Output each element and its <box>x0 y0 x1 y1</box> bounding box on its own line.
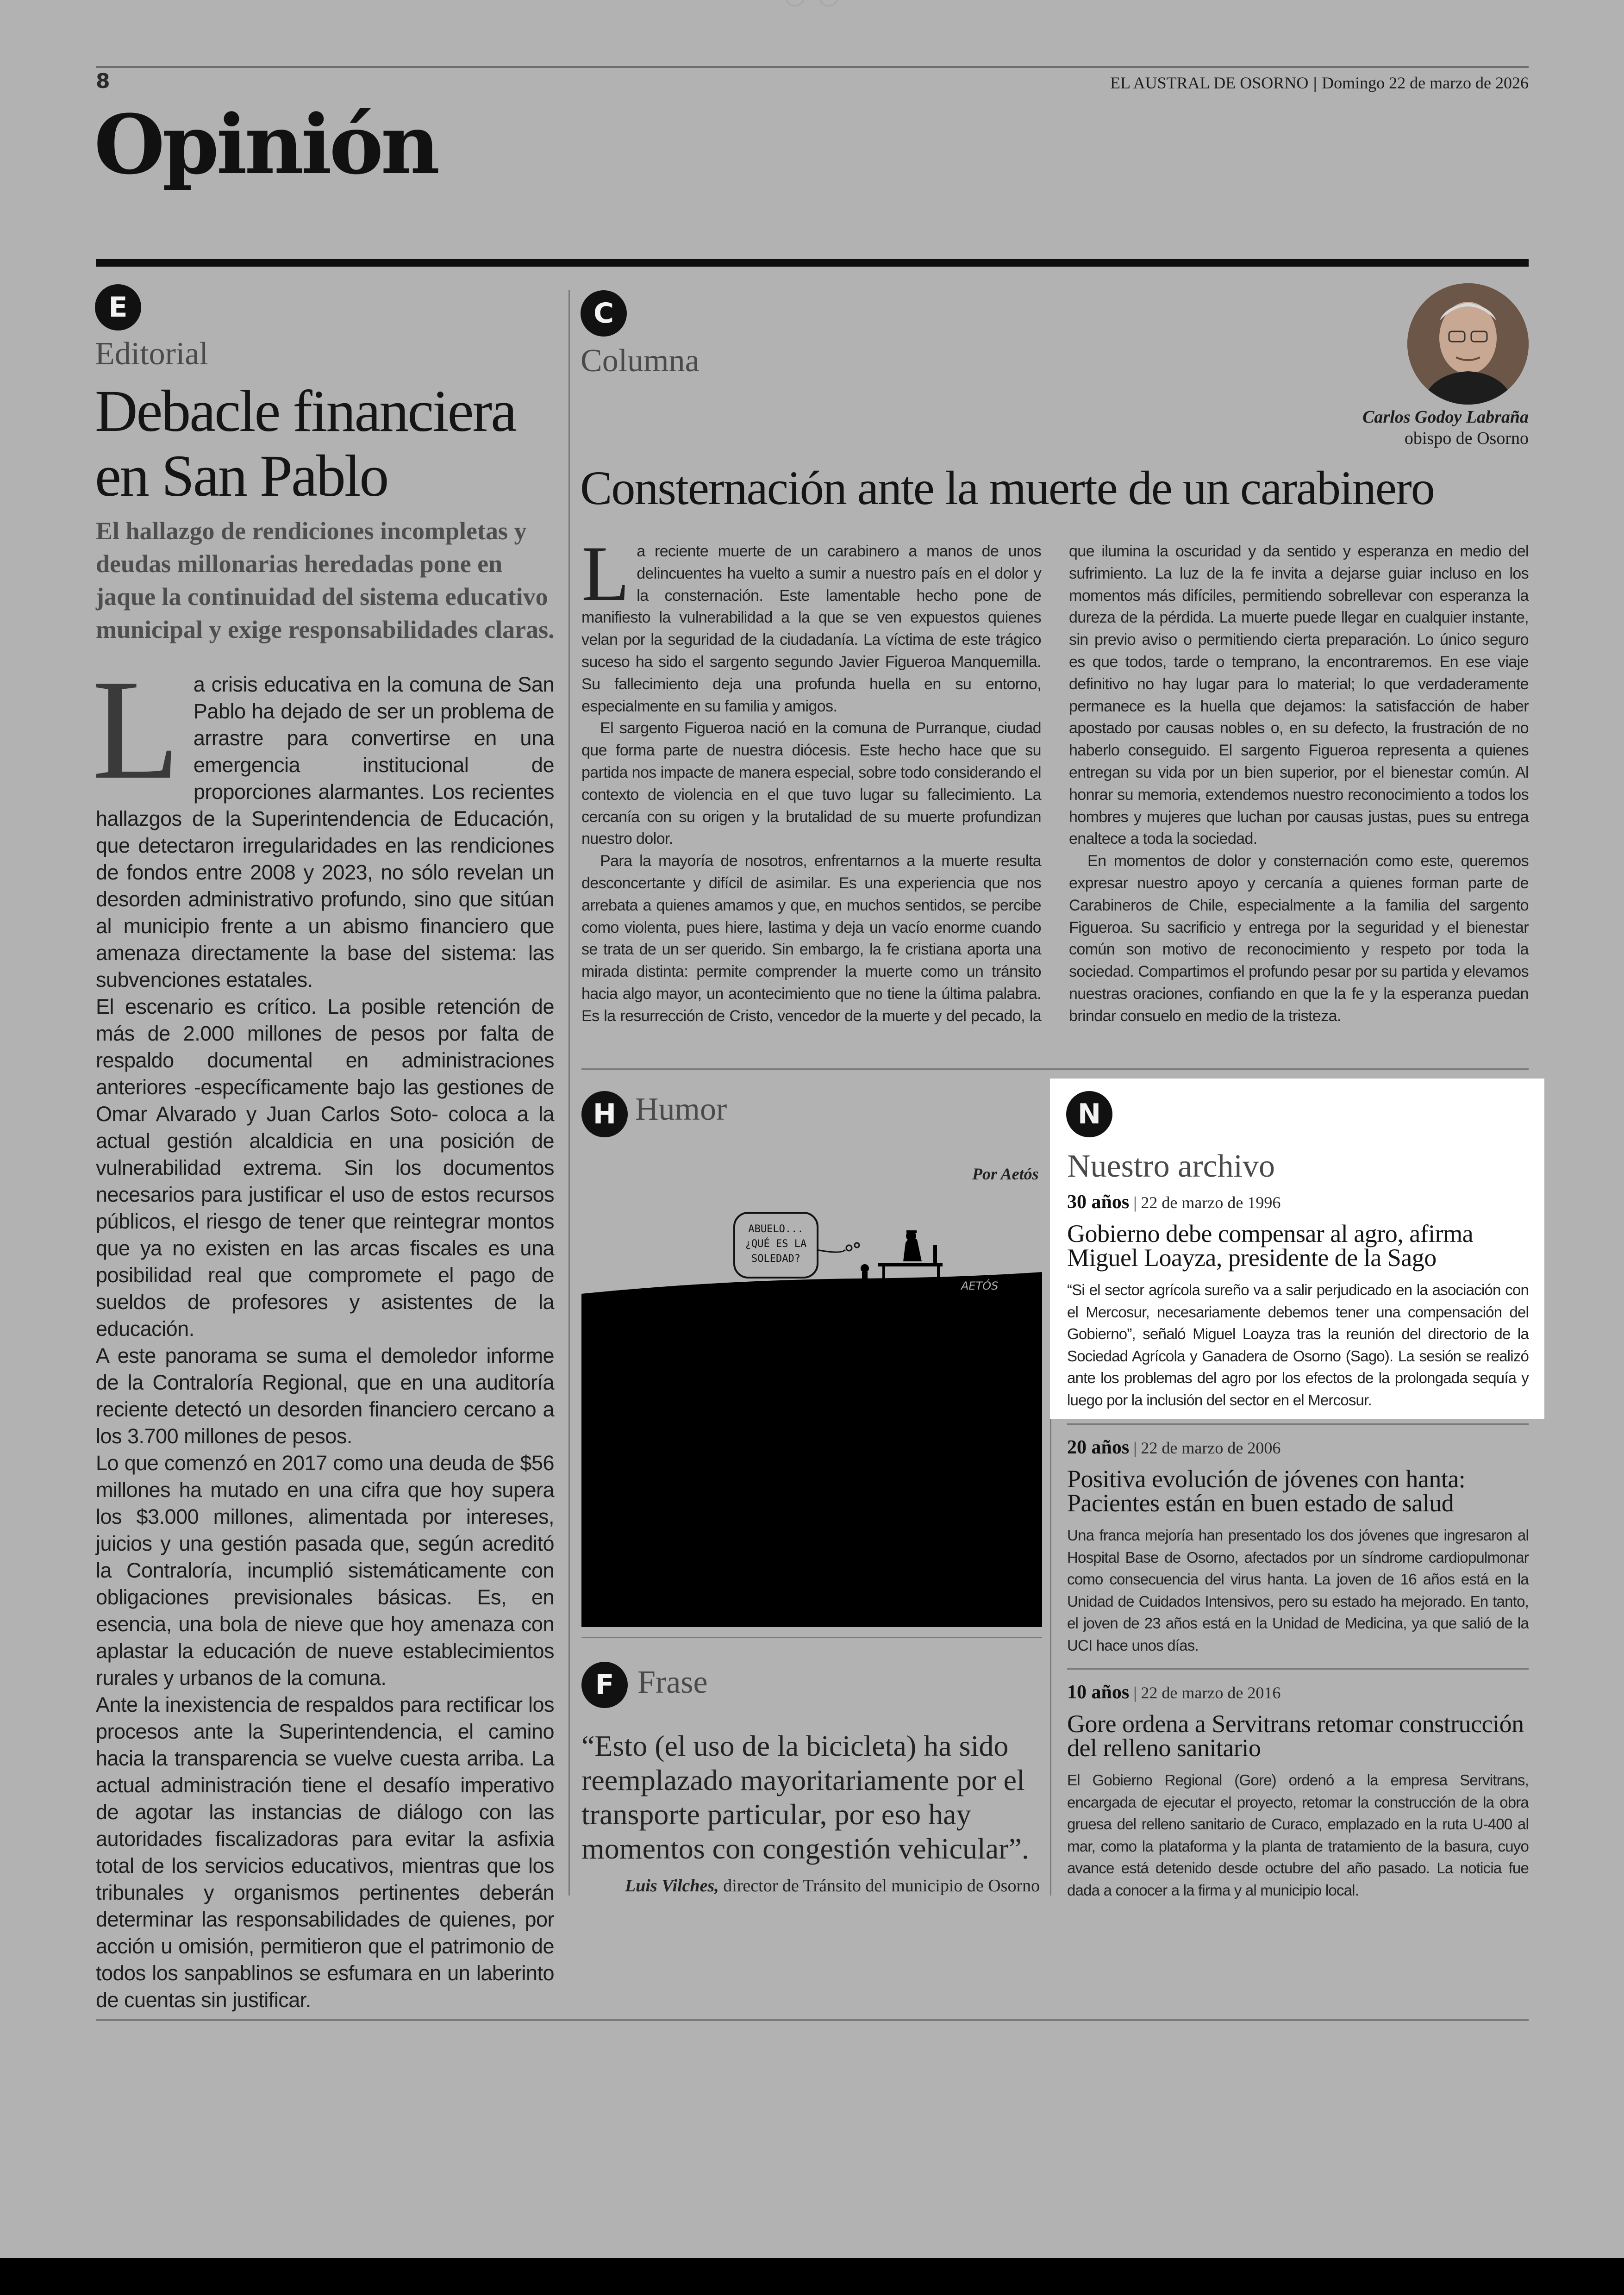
bottom-rule <box>96 2019 1529 2021</box>
archive-item-dateline <box>1067 1191 1529 1213</box>
bubble-line-1: ABUELO... <box>748 1223 804 1235</box>
archive-headline: Positiva evolución de jóvenes con hanta: Pacientes están en buen estado de salud <box>1067 1465 1466 1517</box>
page-number: 8 <box>96 69 110 93</box>
column-paragraph: En momentos de dolor y consternación como este, queremos expresar nuestro apoyo y cercanía a quienes forman parte de Carabineros de Chile, especialmente a la familia del sargento Figueroa. Su sacrificio y entrega por la seguridad y el bienestar común son motivo de reconocimiento y respeto por toda la sociedad. Compartimos el profundo pesar por su partida y elevamos nuestras oraciones, confiando en que la fe y la esperanza puedan brindar consuelo en medio de la tristeza. <box>1069 852 1529 1025</box>
archive-badge: N <box>1066 1091 1112 1137</box>
editorial-body <box>92 650 554 2014</box>
page-header <box>1110 73 1529 93</box>
editorial-paragraph: Ante la inexistencia de respaldos para rectificar los procesos ante la Superintendencia, el camino hacia la transparencia se vuelve cuesta arriba. La actual administración tiene el desafío imperativo de agotar las instancias de diálogo con las autoridades fiscalizadoras para evitar la asfixia total de los servicios educativos, mientras que los tribunales y organismos pertinentes deberán determinar las responsabilidades de quienes, por acción u omisión, permitieron que el patrimonio de todos los sanpablinos se esfumara en un laberinto de cuentas sin justificar. <box>96 1693 554 2012</box>
archive-headline: Gore ordena a Servitrans retomar construcción del relleno sanitario <box>1067 1710 1524 1762</box>
archive-headline: Gobierno debe compensar al agro, afirma Miguel Loayza, presidente de la Sago <box>1067 1220 1474 1272</box>
archive-years-ago: 10 años <box>1067 1682 1130 1703</box>
humor-bottom-rule <box>581 1637 1042 1638</box>
archive-body: El Gobierno Regional (Gore) ordenó a la empresa Servitrans, encargada de ejecutar el proyecto, retomar la construcción de la obra gruesa del relleno sanitario de Curaco, emplazado en la ruta U-400 al mar, como la plataforma y la planta de tratamiento de la basura, cuyo avance está detenido desde octubre del año pasado. La noticia fue dada a conocer a la firma y al municipio local. <box>1067 1771 1529 1899</box>
frase-attribution <box>625 1876 1040 1896</box>
humor-credit: Por Aetós <box>972 1165 1039 1183</box>
bubble-line-2: ¿QUÉ ES LA <box>745 1238 807 1250</box>
archive-date: | 22 de marzo de 2006 <box>1129 1439 1281 1457</box>
column-dropcap: L <box>581 530 630 617</box>
frase-quote: “Esto (el uso de la bicicleta) ha sido reemplazado mayoritariamente por el transporte particular, por eso hay momentos con congestión vehicular”. <box>581 1729 1029 1865</box>
archive-item-dateline <box>1067 1681 1529 1703</box>
column-label: Columna <box>581 343 700 379</box>
archive-item <box>1067 1436 1529 1656</box>
column-paragraph: La reciente muerte de un carabinero a manos de unos delincuentes ha vuelto a sumir a nuestro país en el dolor y la consternación. Este lamentable hecho pone de manifiesto la vulnerabilidad a la que se ven expuestos quienes velan por la seguridad de la ciudadanía. La víctima de este trágico suceso ha sido el sargento segundo Javier Figueroa Manquemilla. Su fallecimiento deja una profunda huella en su entorno, especialmente en su familia y amigos. <box>581 530 1041 715</box>
author-name: Carlos Godoy Labraña <box>1362 407 1529 427</box>
editorial-badge: E <box>95 284 141 331</box>
editorial-headline: Debacle financiera en San Pablo <box>95 378 516 509</box>
frase-label: Frase <box>637 1665 708 1700</box>
editorial-dropcap: L <box>92 650 180 809</box>
archive-item <box>1067 1681 1529 1901</box>
humor-label: Humor <box>635 1091 727 1127</box>
archive-label: Nuestro archivo <box>1067 1148 1275 1184</box>
archive-years-ago: 30 años <box>1067 1191 1130 1213</box>
section-rule <box>96 259 1529 267</box>
editorial-paragraph: Lo que comenzó en 2017 como una deuda de $56 millones ha mutado en una cifra que hoy supera los $3.000 millones, alimentada por intereses, juicios y una gestión pasada que, según acreditó la Contraloría, incumplió sistemáticamente con obligaciones previsionales básicas. Es, en esencia, una bola de nieve que hoy amenaza con aplastar la educación de nueve establecimientos rurales y urbanos de la comuna. <box>96 1451 554 1690</box>
cartoon-signature: AETÓS <box>961 1279 999 1292</box>
frase-author-role: director de Tránsito del municipio de Osorno <box>718 1876 1040 1896</box>
column-divider-left <box>568 290 570 1896</box>
column-headline: Consternación ante la muerte de un carabinero <box>580 461 1434 515</box>
editorial-paragraph: A este panorama se suma el demoledor informe de la Contraloría Regional, que en una auditoría reciente detectó un desorden financiero cercano a los 3.700 millones de pesos. <box>96 1344 554 1448</box>
editorial-label: Editorial <box>95 336 208 372</box>
column-paragraph: Para la mayoría de nosotros, enfrentarnos a la muerte resulta desconcertante y difícil de asimilar. Es una experiencia que nos arrebata a quienes amamos y que, en muchos sentidos, se percibe como violenta, pues hiere, lastima y deja un vacío enorme cuando se trata de un ser querido. Sin embargo, la fe cristiana aporta una mirada distinta: permite comprender la muerte como un tránsito hacia algo mayor, un acontecimiento que no tiene la última palabra. Es la resurrección de Cristo, vencedor de la muerte y del pecado, la que ilumina la oscuridad y da sentido y esperanza en medio del sufrimiento. La luz de la fe invita a dejarse guiar incluso en los momentos más difíciles, permitiendo sobrellevar con esperanza la dureza de la pérdida. La muerte puede llegar en cualquier instante, sin previo aviso o permitiendo cierta preparación. Lo único seguro es que todos, tarde o temprano, la encontraremos. En ese viaje definitivo no hay lugar para lo material; lo que verdaderamente permanece es la huella que dejamos: la satisfacción de haber apostado por causas nobles o, en su defecto, la frustración de no haberlo conseguido. El sargento Figueroa representa a quienes entregan su vida por un bien superior, por el bienestar común. Al honrar su memoria, extendemos nuestro reconocimiento a todos los hombres y mujeres que luchan por causas justas, pues su entrega enaltece a toda la sociedad. <box>581 543 1529 1025</box>
archive-years-ago: 20 años <box>1067 1437 1130 1458</box>
footer-bar <box>0 2258 1624 2295</box>
next-page-icon[interactable] <box>818 0 839 6</box>
frase-badge: F <box>581 1662 628 1708</box>
author-role: obispo de Osorno <box>1404 429 1529 448</box>
column-badge: C <box>581 290 627 337</box>
header-separator: | <box>1312 75 1318 92</box>
top-rule <box>96 66 1529 68</box>
archive-divider <box>1067 1423 1529 1425</box>
prev-page-icon[interactable] <box>785 0 805 6</box>
bubble-line-3: SOLEDAD? <box>751 1253 800 1265</box>
editorial-paragraph: a crisis educativa en la comuna de San Pablo ha dejado de ser un problema de arrastre para convertirse en una emergencia institucional de proporciones alarmantes. Los recientes hallazgos de la Superintendencia de Educación, que detectaron irregularidades en las rendiciones de fondos entre 2008 y 2023, no sólo revelan un desorden administrativo profundo, sino que sitúan al municipio frente a un abismo financiero que amenaza directamente la base del sistema: las subvenciones estatales. <box>96 673 554 992</box>
archive-date: | 22 de marzo de 2016 <box>1129 1684 1281 1702</box>
frase-author-name: Luis Vilches, <box>625 1876 719 1896</box>
editorial-paragraph: El escenario es crítico. La posible retención de más de 2.000 millones de pesos por falta de respaldo documental en administraciones anteriores -específicamente bajo las gestiones de Omar Alvarado y Juan Carlos Soto- coloca a la actual gestión alcaldicia en una posición de vulnerabilidad extrema. Sin los documentos necesarios para justificar el uso de estos recursos públicos, el riesgo de tener que reintegrar montos que ya no existen en las arcas fiscales es una posibilidad real que compromete el pago de sueldos de profesores y asistentes de la educación. <box>96 995 554 1341</box>
author-portrait <box>1407 283 1529 405</box>
humor-badge: H <box>581 1091 628 1137</box>
archive-body: Una franca mejoría han presentado los dos jóvenes que ingresaron al Hospital Base de Osorno, afectados por un síndrome cardiopulmonar como consecuencia del virus hanta. La joven de 16 años está en la Unidad de Cuidados Intensivos, pero su estado ha mejorado. En tanto, el joven de 23 años está en la Unidad de Medicina, ya que salió de la UCI hace unos días. <box>1067 1527 1529 1654</box>
column-body <box>581 530 1529 1031</box>
archive-date: | 22 de marzo de 1996 <box>1129 1193 1281 1212</box>
column-paragraph: El sargento Figueroa nació en la comuna de Purranque, ciudad que forma parte de nuestra diócesis. Este hecho hace que su partida nos impacte de manera especial, sobre todo considerando el contexto de violencia en el que tuvo lugar su fallecimiento. La cercanía con su origen y la brutalidad de su muerte profundizan nuestro dolor. <box>581 719 1041 848</box>
archive-body: “Si el sector agrícola sureño va a salir perjudicado en la asociación con el Mercosur, necesariamente debemos tener una compensación del Gobierno”, señaló Miguel Loayza tras la reunión del directorio de la Sociedad Agrícola y Ganadera de Osorno (Sago). La sesión se realizó ante los problemas del agro por los efectos de la prolongada sequía y luego por la inclusión del sector en el Mercosur. <box>1067 1281 1529 1409</box>
column-author <box>1362 406 1529 449</box>
columna-bottom-rule <box>581 1068 1529 1070</box>
editorial-deck: El hallazgo de rendiciones incompletas y deudas millonarias heredadas pone en jaque la continuidad del sistema educativo municipal y exige responsabilidades claras. <box>96 517 555 643</box>
humor-cartoon <box>581 1199 1042 1627</box>
archive-divider <box>1067 1668 1529 1670</box>
newspaper-name: EL AUSTRAL DE OSORNO <box>1110 74 1309 92</box>
archive-item <box>1067 1191 1529 1411</box>
archive-item-dateline <box>1067 1436 1529 1459</box>
section-title: Opinión <box>94 97 437 193</box>
edition-date: Domingo 22 de marzo de 2026 <box>1322 74 1529 92</box>
